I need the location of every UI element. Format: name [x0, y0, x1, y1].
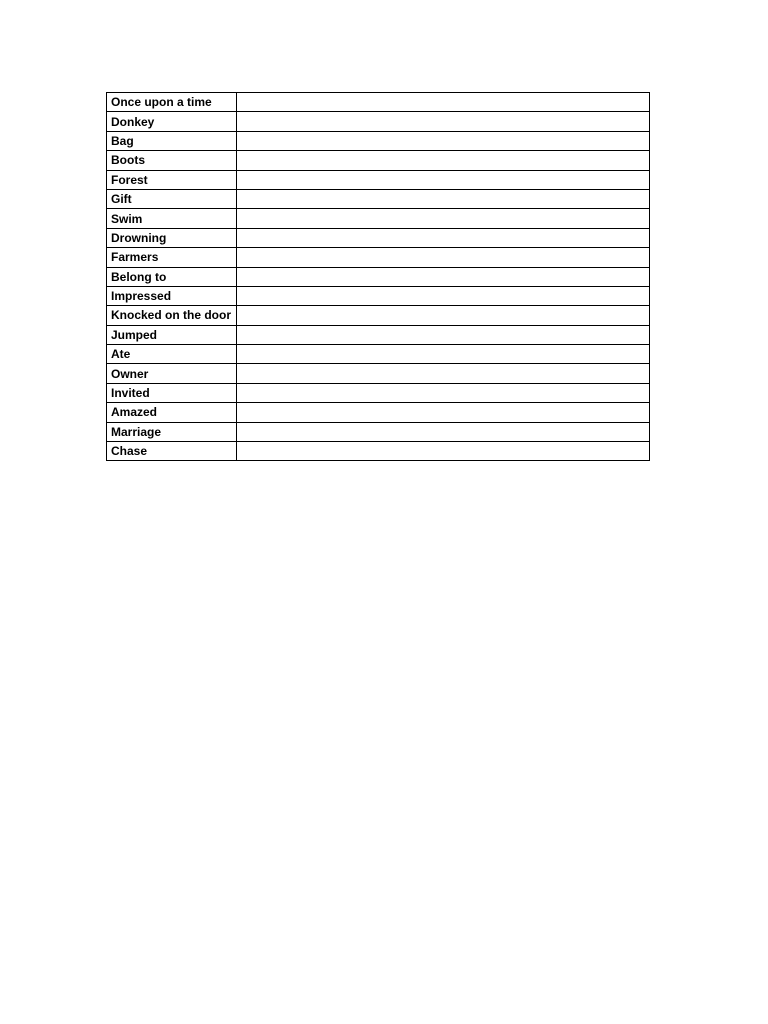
- vocab-word-cell: Forest: [107, 170, 237, 189]
- answer-cell[interactable]: [237, 267, 650, 286]
- table-row: [107, 286, 650, 305]
- vocab-word-cell: Knocked on the door: [107, 306, 237, 325]
- table-row: [107, 345, 650, 364]
- table-row: [107, 112, 650, 131]
- vocab-word-cell: Swim: [107, 209, 237, 228]
- table-row: [107, 151, 650, 170]
- vocab-word-cell: Marriage: [107, 422, 237, 441]
- table-row: [107, 422, 650, 441]
- answer-cell[interactable]: [237, 345, 650, 364]
- table-row: [107, 383, 650, 402]
- answer-cell[interactable]: [237, 442, 650, 461]
- table-row: [107, 267, 650, 286]
- vocab-word-cell: Jumped: [107, 325, 237, 344]
- table-row: [107, 93, 650, 112]
- answer-cell[interactable]: [237, 209, 650, 228]
- vocab-word-cell: Donkey: [107, 112, 237, 131]
- vocab-word-cell: Drowning: [107, 228, 237, 247]
- vocab-word-cell: Belong to: [107, 267, 237, 286]
- table-row: [107, 248, 650, 267]
- table-row: [107, 306, 650, 325]
- answer-cell[interactable]: [237, 248, 650, 267]
- table-row: [107, 209, 650, 228]
- vocab-word-cell: Bag: [107, 131, 237, 150]
- answer-cell[interactable]: [237, 170, 650, 189]
- vocabulary-table-body: [107, 93, 650, 461]
- vocab-word-cell: Chase: [107, 442, 237, 461]
- answer-cell[interactable]: [237, 93, 650, 112]
- table-row: [107, 170, 650, 189]
- answer-cell[interactable]: [237, 151, 650, 170]
- answer-cell[interactable]: [237, 286, 650, 305]
- vocab-word-cell: Amazed: [107, 403, 237, 422]
- table-row: [107, 442, 650, 461]
- vocab-word-cell: Owner: [107, 364, 237, 383]
- table-row: [107, 228, 650, 247]
- vocab-word-cell: Gift: [107, 189, 237, 208]
- table-row: [107, 189, 650, 208]
- answer-cell[interactable]: [237, 306, 650, 325]
- table-row: [107, 403, 650, 422]
- vocab-word-cell: Invited: [107, 383, 237, 402]
- table-row: [107, 131, 650, 150]
- vocab-word-cell: Once upon a time: [107, 93, 237, 112]
- answer-cell[interactable]: [237, 422, 650, 441]
- table-row: [107, 325, 650, 344]
- answer-cell[interactable]: [237, 228, 650, 247]
- answer-cell[interactable]: [237, 189, 650, 208]
- answer-cell[interactable]: [237, 131, 650, 150]
- vocabulary-table: [106, 92, 650, 461]
- answer-cell[interactable]: [237, 364, 650, 383]
- vocab-word-cell: Impressed: [107, 286, 237, 305]
- answer-cell[interactable]: [237, 112, 650, 131]
- answer-cell[interactable]: [237, 383, 650, 402]
- answer-cell[interactable]: [237, 325, 650, 344]
- vocab-word-cell: Ate: [107, 345, 237, 364]
- table-row: [107, 364, 650, 383]
- vocab-word-cell: Farmers: [107, 248, 237, 267]
- vocab-word-cell: Boots: [107, 151, 237, 170]
- answer-cell[interactable]: [237, 403, 650, 422]
